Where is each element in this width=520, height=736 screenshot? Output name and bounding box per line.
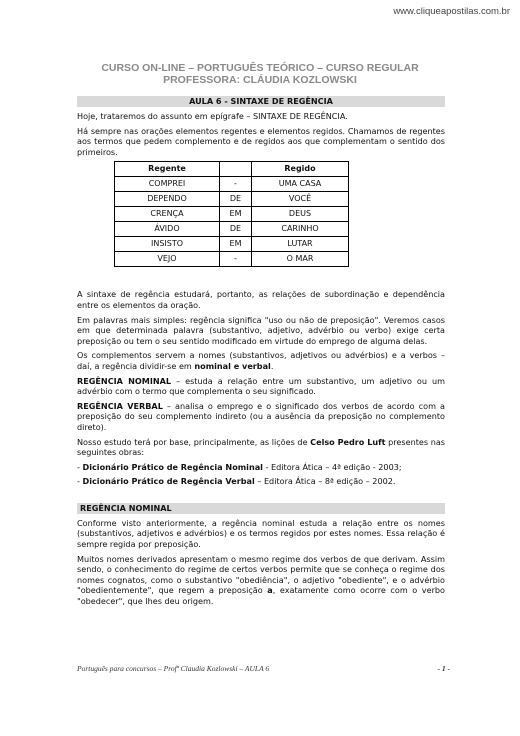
paragraph-complementos xyxy=(77,350,445,371)
bold-text: a xyxy=(267,585,273,596)
intro-paragraph-1: Hoje, trataremos do assunto em epígrafe – SINTAXE DE REGÊNCIA. xyxy=(77,111,348,121)
table-cell: INSISTO xyxy=(115,237,220,252)
text-run: – Editora Ática – 8ª edição – 2002. xyxy=(254,476,396,487)
table-header: Regido xyxy=(252,162,349,177)
text-run: presentes nas seguintes obras: xyxy=(77,436,445,458)
bold-text: REGÊNCIA VERBAL xyxy=(77,400,163,411)
table-cell: ÁVIDO xyxy=(115,222,220,237)
section-title-regencia-nominal: REGÊNCIA NOMINAL xyxy=(77,503,445,514)
table-row xyxy=(115,177,349,192)
page-number: - 1 - xyxy=(437,664,450,673)
text-run: , exatamente como ocorre com o verbo "obedecer", que lhes deu origem. xyxy=(77,585,445,607)
paragraph-nosso-estudo xyxy=(77,437,445,458)
table-cell: DEUS xyxy=(252,207,349,222)
table-header: Regente xyxy=(115,162,220,177)
text-run: - xyxy=(77,476,83,487)
author-name: Celso Pedro Luft xyxy=(310,436,386,447)
table-cell: DE xyxy=(220,192,252,207)
aula-title: AULA 6 - SINTAXE DE REGÊNCIA xyxy=(77,96,445,107)
table-cell: LUTAR xyxy=(252,237,349,252)
professor-name: PROFESSORA: CLÁUDIA KOZLOWSKI xyxy=(163,74,357,86)
table-row xyxy=(115,192,349,207)
reference-1 xyxy=(77,462,445,473)
text-run: Nosso estudo terá por base, principalmente, as lições de xyxy=(77,436,311,447)
text-run: - xyxy=(77,461,83,472)
text-run: Muitos nomes derivados apresentam o mesmo regime dos verbos de que derivam. Assim sendo, o conhecimento do regime de certos verbos permite que se conheça o regime dos nomes cognatos, como o substantivo "obediência", o adjetivo "obediente", e o advérbio "obedientemente", que regem a preposição xyxy=(77,553,445,596)
table-header-row xyxy=(115,162,349,177)
table-cell: EM xyxy=(220,207,252,222)
footer-text: Português para concursos – Profª Claudia Kozlowski – AULA 6 xyxy=(77,664,270,673)
table-row xyxy=(115,252,349,267)
table-cell: CARINHO xyxy=(252,222,349,237)
reference-2 xyxy=(77,476,445,487)
table-cell: COMPREI xyxy=(115,177,220,192)
table-cell: DEPENDO xyxy=(115,192,220,207)
table-row xyxy=(115,237,349,252)
table-cell: UMA CASA xyxy=(252,177,349,192)
book-title: Dicionário Prático de Regência Nominal xyxy=(82,461,263,472)
text-run: – analisa o emprego e o significado dos verbos de acordo com a preposição do seu complemento indireto (ou a ausência da preposição no complemento direto). xyxy=(77,400,445,432)
paragraph-sintaxe: A sintaxe de regência estudará, portanto, as relações de subordinação e dependência entre os elementos da oração. xyxy=(77,289,445,310)
bold-text: nominal e verbal xyxy=(194,360,271,371)
table-cell: EM xyxy=(220,237,252,252)
paragraph-palavras-simples: Em palavras mais simples: regência significa "uso ou não de preposição". Veremos casos em que determinada palavra (substantivo, adjetivo, advérbio ou verbo) exige certa preposição ou tem o seu sentido modificado em virtude do emprego de alguma delas. xyxy=(77,314,445,346)
paragraph-regencia-verbal-def xyxy=(77,401,445,433)
table-cell: O MAR xyxy=(252,252,349,267)
regencia-table xyxy=(114,161,349,267)
page-footer xyxy=(77,664,450,673)
document-body xyxy=(77,96,445,611)
text-run: Os complementos servem a nomes (substantivos, adjetivos ou advérbios) e a verbos – daí, a regência dividir-se em xyxy=(77,350,445,371)
course-title: CURSO ON-LINE – PORTUGUÊS TEÓRICO – CURSO REGULAR xyxy=(101,62,419,74)
course-header xyxy=(0,62,520,86)
spacer xyxy=(77,267,445,289)
table-cell: - xyxy=(220,177,252,192)
table-cell: CRENÇA xyxy=(115,207,220,222)
paragraph-nomes-derivados xyxy=(77,554,445,607)
text-run: – estuda a relação entre um substantivo, um adjetivo ou um advérbio com o termo que complementa o seu significado. xyxy=(77,375,445,397)
table-row xyxy=(115,207,349,222)
bold-text: REGÊNCIA NOMINAL xyxy=(77,375,172,386)
paragraph-regencia-nominal-def xyxy=(77,376,445,397)
text-run: - Editora Ática – 4ª edição - 2003; xyxy=(262,461,402,472)
table-cell: VEJO xyxy=(115,252,220,267)
spacer xyxy=(77,491,445,503)
book-title: Dicionário Prático de Regência Verbal xyxy=(82,476,255,487)
table-cell: DE xyxy=(220,222,252,237)
site-url: www.cliqueapostilas.com.br xyxy=(393,6,510,17)
text-run: . xyxy=(270,360,274,371)
paragraph-conforme: Conforme visto anteriormente, a regência nominal estuda a relação entre os nomes (substantivos, adjetivos e advérbios) e os termos regidos por estes nomes. Essa relação é sempre regida por preposição. xyxy=(77,517,445,550)
intro-paragraph-2: Há sempre nas orações elementos regentes e elementos regidos. Chamamos de regentes aos termos que pedem complemento e de regidos aos que complementam o sentido dos primeiros. xyxy=(77,125,445,157)
table-row xyxy=(115,222,349,237)
table-header xyxy=(220,162,252,177)
table-cell: VOCÊ xyxy=(252,192,349,207)
table-cell: - xyxy=(220,252,252,267)
